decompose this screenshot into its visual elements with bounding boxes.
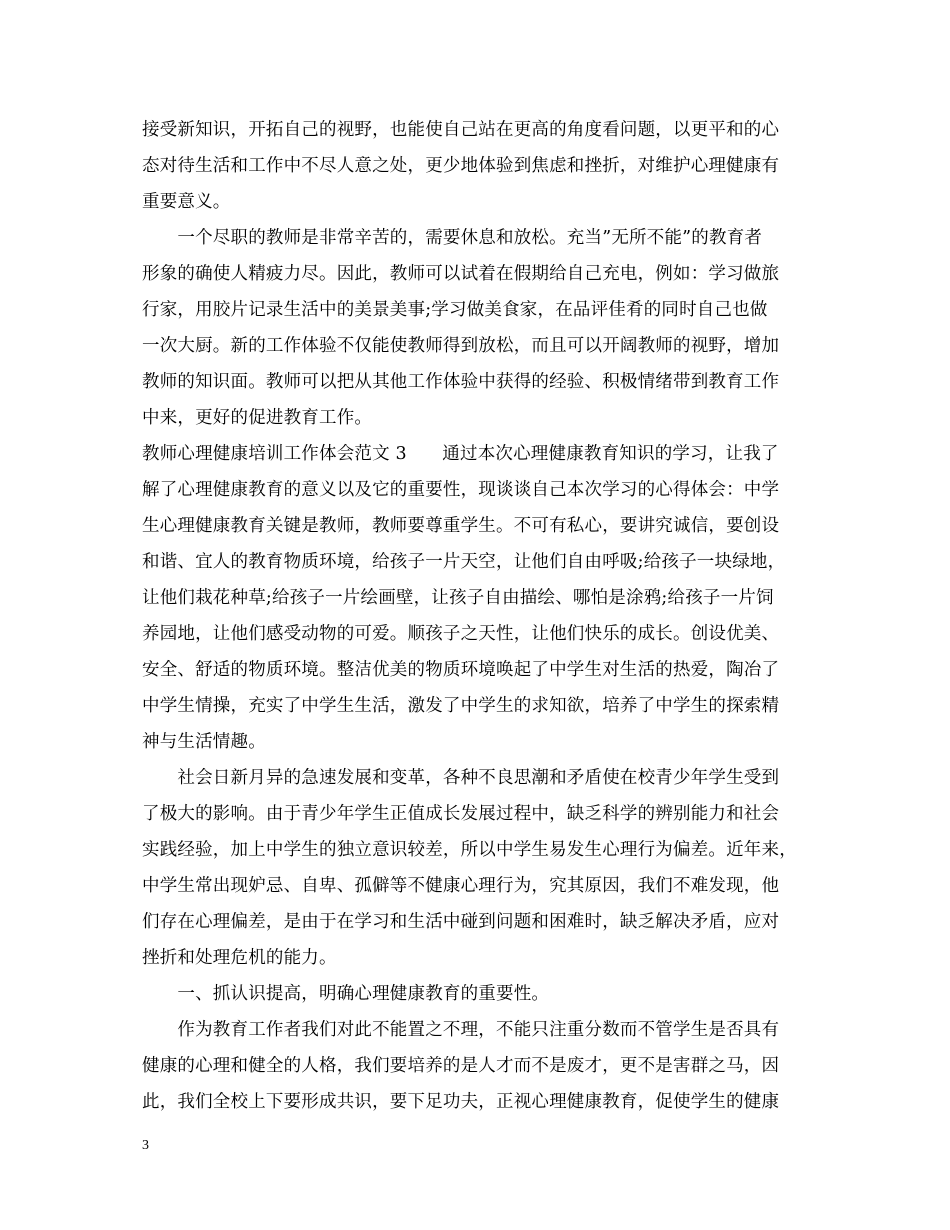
document-body [142, 112, 834, 1120]
page-number: 3 [142, 1138, 149, 1153]
text-line: 安全、舒适的物质环境。整洁优美的物质环境唤起了中学生对生活的热爱，陶冶了 [142, 660, 780, 680]
section-heading-line: 教师心理健康培训工作体会范文 3 通过本次心理健康教育知识的学习，让我了 [142, 444, 779, 464]
text-line: 重要意义。 [142, 192, 231, 212]
text-line: 一、抓认识提高，明确心理健康教育的重要性。 [142, 984, 550, 1004]
text-line: 此，我们全校上下要形成共识，要下足功夫，正视心理健康教育，促使学生的健康 [142, 1092, 780, 1112]
text-line: 们存在心理偏差，是由于在学习和生活中碰到问题和困难时，缺乏解决矛盾，应对 [142, 912, 780, 932]
text-line: 了极大的影响。由于青少年学生正值成长发展过程中，缺乏科学的辨别能力和社会 [142, 804, 780, 824]
text-line: 接受新知识，开拓自己的视野，也能使自己站在更高的角度看问题，以更平和的心 [142, 120, 780, 140]
text-line: 神与生活情趣。 [142, 732, 266, 752]
text-line: 行家，用胶片记录生活中的美景美事;学习做美食家，在品评佳肴的同时自己也做 [142, 300, 768, 320]
text-line: 挫折和处理危机的能力。 [142, 948, 337, 968]
text-line: 解了心理健康教育的意义以及它的重要性，现谈谈自己本次学习的心得体会：中学 [142, 480, 780, 500]
text-line: 生心理健康教育关键是教师，教师要尊重学生。不可有私心，要讲究诚信，要创设 [142, 516, 780, 536]
text-line: 中学生情操，充实了中学生生活，激发了中学生的求知欲，培养了中学生的探索精 [142, 696, 780, 716]
text-line: 一次大厨。新的工作体验不仅能使教师得到放松，而且可以开阔教师的视野，增加 [142, 336, 780, 356]
text-line: 健康的心理和健全的人格，我们要培养的是人才而不是废才，更不是害群之马，因 [142, 1056, 780, 1076]
text-line: 作为教育工作者我们对此不能置之不理，不能只注重分数而不管学生是否具有 [142, 1020, 780, 1040]
text-line: 让他们栽花种草;给孩子一片绘画壁，让孩子自由描绘、哪怕是涂鸦;给孩子一片饲 [142, 588, 774, 608]
text-line: 和谐、宜人的教育物质环境，给孩子一片天空，让他们自由呼吸;给孩子一块绿地， [142, 552, 786, 572]
text-line: 态对待生活和工作中不尽人意之处，更少地体验到焦虑和挫折，对维护心理健康有 [142, 156, 780, 176]
text-line: 一个尽职的教师是非常辛苦的，需要休息和放松。充当”无所不能”的教育者 [142, 228, 763, 248]
text-line: 养园地，让他们感受动物的可爱。顺孩子之天性，让他们快乐的成长。创设优美、 [142, 624, 780, 644]
text-line: 教师的知识面。教师可以把从其他工作体验中获得的经验、积极情绪带到教育工作 [142, 372, 780, 392]
text-line: 中来，更好的促进教育工作。 [142, 408, 373, 428]
text-line: 形象的确使人精疲力尽。因此，教师可以试着在假期给自己充电，例如：学习做旅 [142, 264, 780, 284]
text-line: 社会日新月异的急速发展和变革，各种不良思潮和矛盾使在校青少年学生受到 [142, 768, 780, 788]
text-line: 实践经验，加上中学生的独立意识较差，所以中学生易发生心理行为偏差。近年来， [142, 840, 797, 860]
text-line: 中学生常出现妒忌、自卑、孤僻等不健康心理行为，究其原因，我们不难发现，他 [142, 876, 780, 896]
